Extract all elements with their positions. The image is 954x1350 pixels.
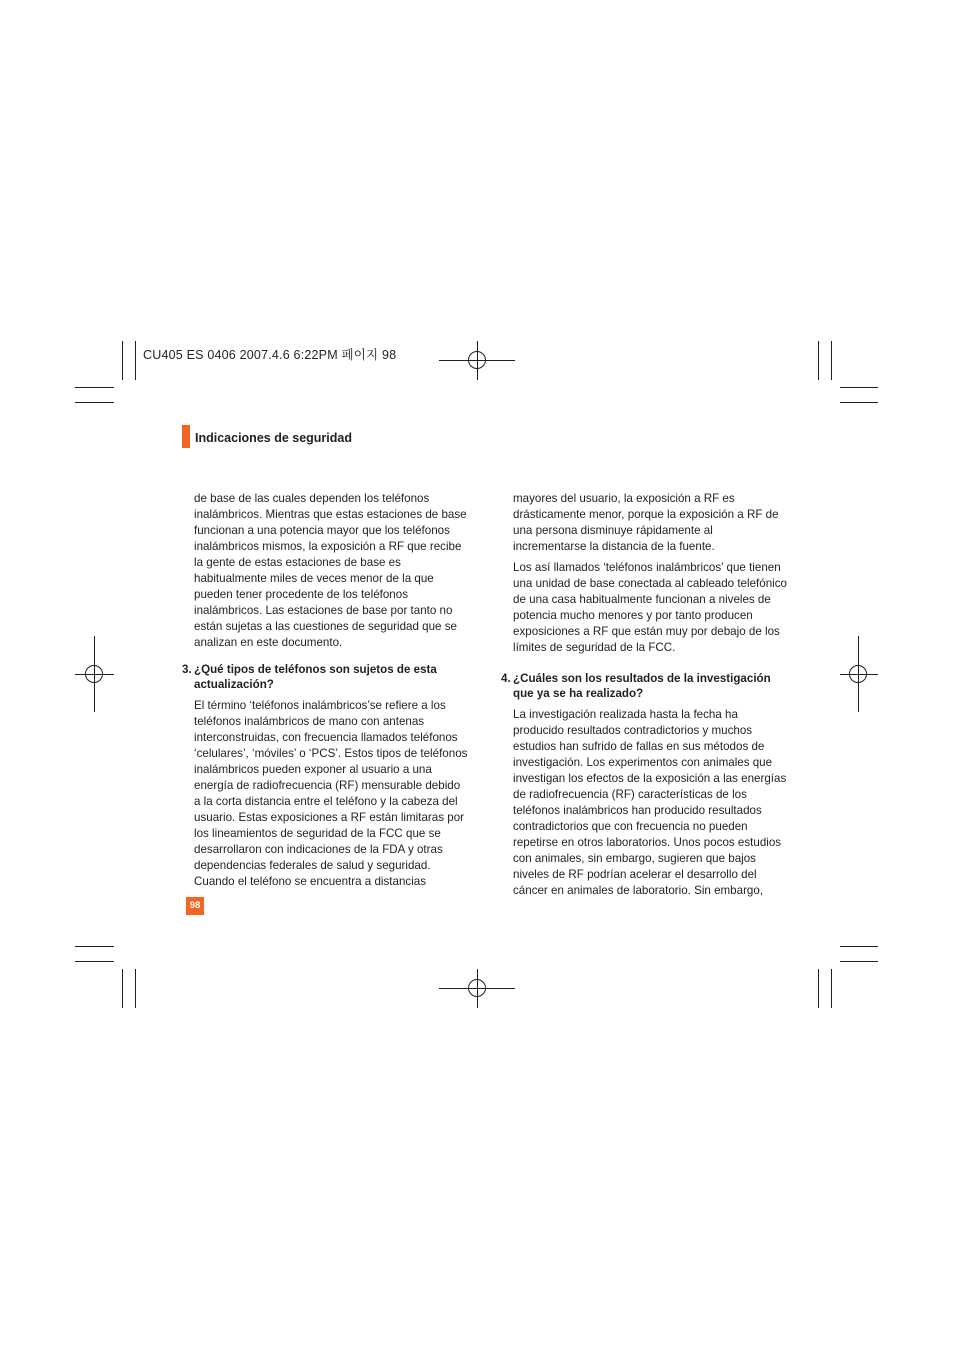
crop-mark	[831, 969, 832, 1008]
crop-mark	[831, 341, 832, 380]
crop-mark	[135, 341, 136, 380]
crop-mark	[75, 402, 114, 403]
crop-mark	[135, 969, 136, 1008]
registration-mark	[85, 665, 103, 683]
paragraph: mayores del usuario, la exposición a RF es drásticamente menor, porque la exposición a RF de una persona disminuye rápidamente al incrementarse la distancia de la fuente.	[513, 492, 779, 553]
question-text: ¿Cuáles son los resultados de la investigación que ya se ha realizado?	[513, 672, 771, 700]
paragraph: Los así llamados ‘teléfonos inalámbricos’ que tienen una unidad de base conectada al cableado telefónico de una casa habitualmente funcionan a niveles de potencia mucho menores y por tanto producen exposiciones a RF que están muy por debajo de los límites de seguridad de la FCC.	[513, 561, 787, 654]
page-number-badge: 98	[186, 897, 204, 915]
crop-mark	[840, 387, 878, 388]
crop-mark	[840, 961, 878, 962]
crop-mark	[75, 946, 114, 947]
registration-mark	[468, 979, 486, 997]
crop-mark	[818, 969, 819, 1008]
question-heading	[501, 672, 788, 701]
question-number: 3.	[182, 663, 192, 676]
crop-mark	[840, 946, 878, 947]
text-column-right	[501, 491, 788, 904]
crop-mark	[75, 961, 114, 962]
section-accent-bar	[182, 425, 190, 448]
registration-mark	[849, 665, 867, 683]
question-heading	[182, 663, 469, 692]
section-title: Indicaciones de seguridad	[195, 431, 352, 445]
crop-mark	[840, 402, 878, 403]
crop-mark	[75, 387, 114, 388]
print-slug: CU405 ES 0406 2007.4.6 6:22PM 페이지 98	[143, 348, 397, 362]
crop-mark	[818, 341, 819, 380]
registration-mark	[468, 351, 486, 369]
crop-mark	[122, 341, 123, 380]
paragraph: El término ‘teléfonos inalámbricos’se refiere a los teléfonos inalámbricos de mano con antenas interconstruidas, con frecuencia llamados teléfonos ‘celulares’, ‘móviles’ o ‘PCS’. Estos tipos de teléfonos inalámbricos pueden exponer al usuario a una energía de radiofrecuencia (RF) mensurable debido a la corta distancia entre el teléfono y la cabeza del usuario. Estas exposiciones a RF están limitaras por los lineamientos de seguridad de la FCC que se desarrollaron con indicaciones de la FDA y otras dependencias federales de salud y seguridad. Cuando el teléfono se encuentra a distancias	[194, 699, 468, 888]
text-column-left	[182, 491, 469, 895]
paragraph: de base de las cuales dependen los teléfonos inalámbricos. Mientras que estas estaciones de base funcionan a una potencia mayor que los teléfonos inalámbricos mismos, la exposición a RF que recibe la gente de estas estaciones de base es habitualmente miles de veces menor de la que pueden tener procedente de los teléfonos inalámbricos. Las estaciones de base por tanto no están sujetas a las cuestiones de seguridad que se analizan en este documento.	[194, 492, 467, 649]
question-text: ¿Qué tipos de teléfonos son sujetos de esta actualización?	[194, 663, 437, 691]
question-number: 4.	[501, 672, 511, 685]
crop-mark	[122, 969, 123, 1008]
paragraph: La investigación realizada hasta la fecha ha producido resultados contradictorios y muchos estudios han sufrido de fallas en sus métodos de investigación. Los experimentos con animales que investigan los efectos de la exposición a las energías de radiofrecuencia (RF) características de los teléfonos inalámbricos han producido resultados contradictorios que con frecuencia no pueden repetirse en otros laboratorios. Unos pocos estudios con animales, sin embargo, sugieren que bajos niveles de RF podrían acelerar el desarrollo del cáncer en animales de laboratorio. Sin embargo,	[513, 708, 787, 897]
